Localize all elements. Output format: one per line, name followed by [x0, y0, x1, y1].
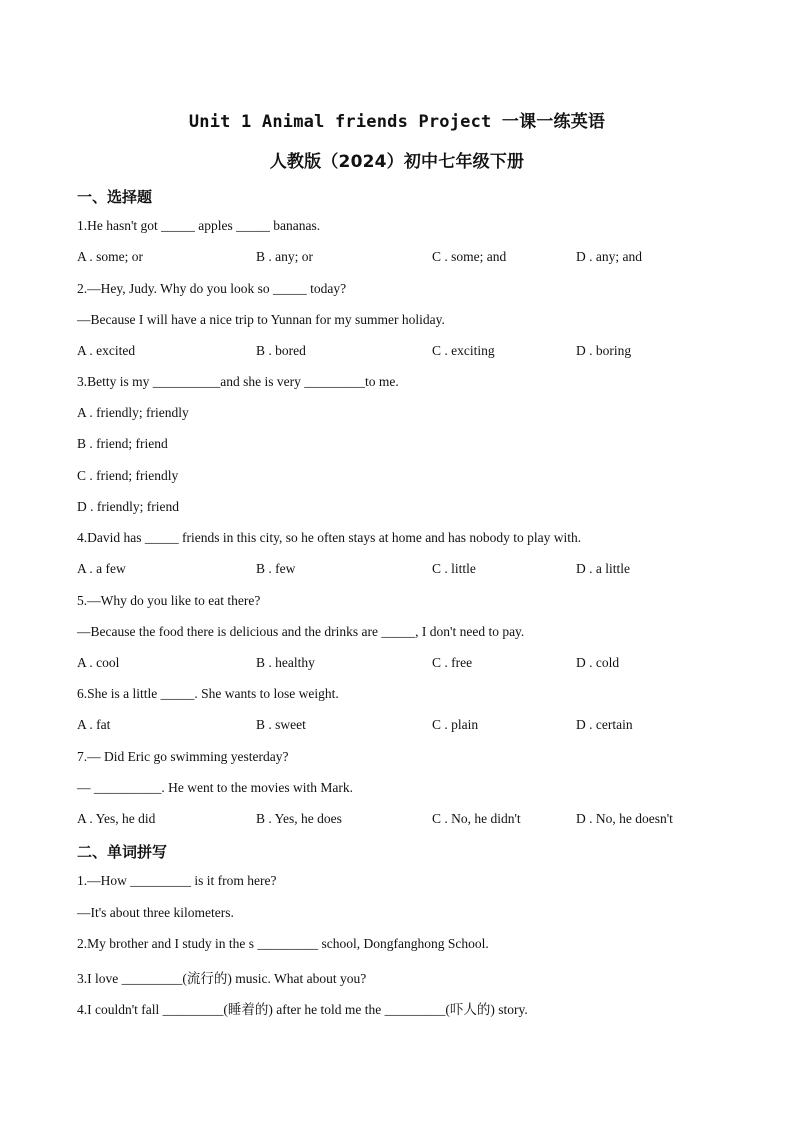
question-3-stem: 3.Betty is my __________and she is very _________to me.: [77, 374, 399, 389]
document-subtitle: 人教版（2024）初中七年级下册: [269, 152, 525, 172]
question-5-option-d: D . cold: [576, 655, 620, 670]
section-heading-choice: 一、选择题: [77, 188, 153, 206]
question-2-stem: 2.—Hey, Judy. Why do you look so _____ today?: [77, 281, 347, 296]
question-3-option-b: B . friend; friend: [77, 436, 168, 451]
section-heading-spelling: 二、单词拼写: [77, 843, 168, 861]
question-6-option-b: B . sweet: [256, 717, 306, 732]
question-6-option-a: A . fat: [77, 717, 111, 732]
question-2-option-d: D . boring: [576, 343, 632, 358]
question-4-stem: 4.David has _____ friends in this city, so he often stays at home and has nobody to play with.: [77, 530, 582, 545]
question-7-stem-line2: — __________. He went to the movies with Mark.: [77, 780, 353, 795]
question-2-stem-line2: —Because I will have a nice trip to Yunnan for my summer holiday.: [77, 312, 445, 327]
question-1-option-b: B . any; or: [256, 249, 313, 264]
question-5-option-c: C . free: [432, 655, 473, 670]
question-4-option-b: B . few: [256, 561, 296, 576]
question-4-option-a: A . a few: [77, 561, 126, 576]
question-5-stem-line2: —Because the food there is delicious and the drinks are _____, I don't need to pay.: [77, 624, 525, 639]
question-5-option-a: A . cool: [77, 655, 120, 670]
question-1-option-c: C . some; and: [432, 249, 507, 264]
question-7-option-d: D . No, he doesn't: [576, 811, 673, 826]
question-5-stem: 5.—Why do you like to eat there?: [77, 593, 261, 608]
question-4-option-d: D . a little: [576, 561, 630, 576]
question-7-option-a: A . Yes, he did: [77, 811, 156, 826]
spelling-question-1-answer-line: —It's about three kilometers.: [77, 905, 234, 920]
question-1-stem: 1.He hasn't got _____ apples _____ bananas.: [77, 218, 321, 233]
question-3-option-a: A . friendly; friendly: [77, 405, 189, 420]
spelling-question-4: 4.I couldn't fall _________(睡着的) after he told me the _________(吓人的) story.: [77, 1002, 528, 1017]
question-7-stem: 7.— Did Eric go swimming yesterday?: [77, 749, 289, 764]
spelling-question-2: 2.My brother and I study in the s _________ school, Dongfanghong School.: [77, 936, 489, 951]
question-2-option-b: B . bored: [256, 343, 306, 358]
question-3-option-c: C . friend; friendly: [77, 468, 179, 483]
document-title: Unit 1 Animal friends Project 一课一练英语: [188, 112, 606, 132]
question-2-option-c: C . exciting: [432, 343, 495, 358]
question-1-option-d: D . any; and: [576, 249, 642, 264]
question-6-option-d: D . certain: [576, 717, 633, 732]
question-6-option-c: C . plain: [432, 717, 479, 732]
question-5-option-b: B . healthy: [256, 655, 315, 670]
question-7-option-b: B . Yes, he does: [256, 811, 342, 826]
spelling-question-1: 1.—How _________ is it from here?: [77, 873, 277, 888]
question-6-stem: 6.She is a little _____. She wants to lose weight.: [77, 686, 339, 701]
question-7-option-c: C . No, he didn't: [432, 811, 521, 826]
question-3-option-d: D . friendly; friend: [77, 499, 179, 514]
question-4-option-c: C . little: [432, 561, 476, 576]
question-1-option-a: A . some; or: [77, 249, 143, 264]
spelling-question-3: 3.I love _________(流行的) music. What about you?: [77, 971, 367, 986]
question-2-option-a: A . excited: [77, 343, 136, 358]
